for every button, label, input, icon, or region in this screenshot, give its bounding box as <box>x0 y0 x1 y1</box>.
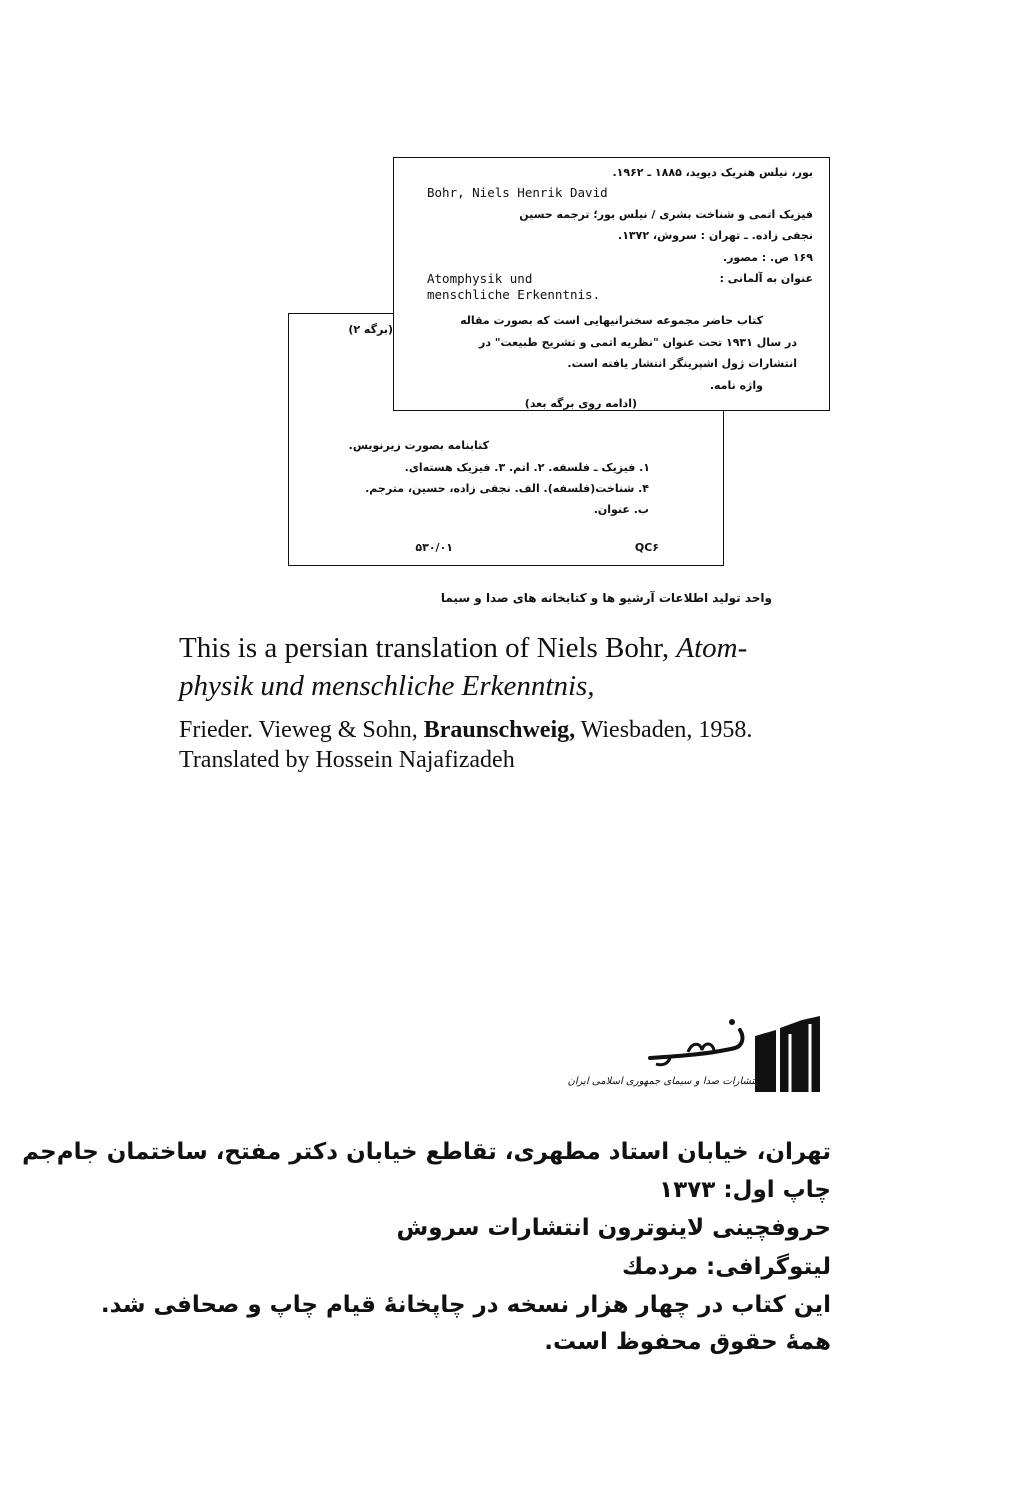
original-title-line-2: menschliche Erkenntnis. <box>427 287 601 302</box>
author-heading-latin: Bohr, Niels Henrik David <box>427 185 608 200</box>
publisher-name: Frieder. Vieweg & Sohn, <box>179 717 424 743</box>
physical-description: ۱۶۹ ص. : مصور. <box>722 251 813 264</box>
typesetting-line: حروفچینی لاینوترون انتشارات سروش <box>396 1215 831 1241</box>
contents-note-3: انتشارات ژول اشپرینگر انتشار یافته است. <box>567 357 797 370</box>
translator-credit: Translated by Hossein Najafizadeh <box>179 747 515 773</box>
catalog-credit: واحد تولید اطلاعات آرشیو ها و کتابخانه های صدا و سیما <box>440 591 772 605</box>
subject-headings: ۱. فیزیک ـ فلسفه. ۲. اتم. ۳. فیزیک هسته‌ای. <box>404 461 650 474</box>
translation-note-text: This is a persian translation of Niels Bohr, <box>179 632 677 664</box>
original-publisher <box>179 716 752 744</box>
contents-note-2: در سال ۱۹۳۱ تحت عنوان "نظریه اتمی و تشریح طبیعت" در <box>479 336 797 349</box>
logo-subtitle: انتشارات صدا و سیمای جمهوری اسلامی ایران <box>567 1076 760 1087</box>
dewey-number: ۵۳۰/۰۱ <box>415 541 453 554</box>
card-number: (برگه ۲) <box>348 323 393 336</box>
author-heading-fa: بور، نیلس هنریک دیوید، ۱۸۸۵ ـ ۱۹۶۲. <box>612 166 813 179</box>
lc-number: QC۶ <box>634 541 659 554</box>
bibliography-note: کتابنامه بصورت زیرنویس. <box>348 439 489 452</box>
publisher-address: تهران، خیابان استاد مطهری، تقاطع خیابان دکتر مفتح، ساختمان جام‌جم <box>22 1139 831 1165</box>
continued-note: (ادامه روی برگه بعد) <box>524 397 637 410</box>
original-title-line-1: Atomphysik und <box>427 271 533 286</box>
contents-note-1: کتاب حاضر مجموعه سخنرانیهایی است که بصورت مقاله <box>460 314 763 327</box>
original-title-part-2: physik und menschliche Erkenntnis, <box>179 670 595 702</box>
edition-line: چاپ اول: ۱۳۷۳ <box>659 1177 831 1203</box>
original-title-label: عنوان به آلمانی : <box>719 272 813 285</box>
title-statement: فیزیک اتمی و شناخت بشری / نیلس بور؛ ترجمه حسین <box>519 208 813 221</box>
lithography-line: لیتوگرافی: مردمك <box>622 1254 831 1280</box>
publication-statement: نجفی زاده. ـ تهران : سروش، ۱۳۷۲. <box>618 229 813 242</box>
english-translation-note <box>179 631 747 665</box>
catalog-card-front <box>393 157 830 411</box>
publisher-logo <box>567 1012 830 1102</box>
printing-line: این کتاب در چهار هزار نسخه در چاپخانهٔ قیام چاپ و صحافی شد. <box>100 1292 831 1318</box>
original-title-part-1: Atom- <box>676 632 748 664</box>
glossary-note: واژه نامه. <box>709 379 763 392</box>
publisher-city: Braunschweig, <box>423 717 576 743</box>
rights-line: همهٔ حقوق محفوظ است. <box>544 1329 831 1355</box>
added-entries: ۴. شناخت(فلسفه). الف. نجفی زاده، حسین، مترجم. <box>365 482 649 495</box>
publisher-place-year: Wiesbaden, 1958. <box>575 717 753 743</box>
title-entry: ب. عنوان. <box>593 503 649 516</box>
